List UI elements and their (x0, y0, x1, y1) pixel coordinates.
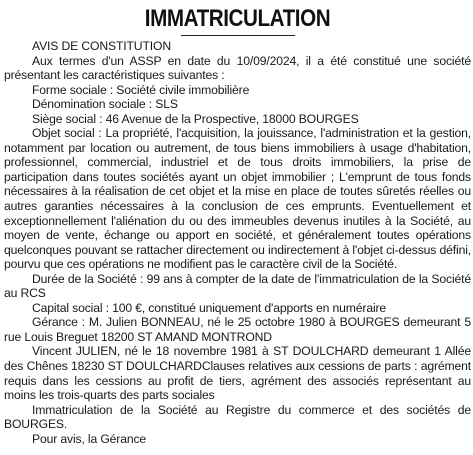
co-manager-and-share-transfer: Vincent JULIEN, né le 18 novembre 1981 à ST DOULCHARD demeurant 1 Allée des Chênes 18230 ST DOULCHARDClauses relatives aux cessions de parts : agrément requis dans les cessions au profit de tiers, agrément des associés représentant au moins les trois-quarts des parts sociales (4, 344, 471, 403)
share-capital: Capital social : 100 €, constitué uniquement d'apports en numéraire (32, 300, 387, 315)
heading-underline (181, 35, 295, 36)
signature: Pour avis, la Gérance (32, 431, 147, 446)
company-name: Dénomination sociale : SLS (32, 97, 178, 112)
registered-office: Siège social : 46 Avenue de la Prospective, 18000 BOURGES (32, 111, 359, 126)
legal-form: Forme sociale : Société civile immobilière (32, 82, 250, 97)
company-duration: Durée de la Société : 99 ans à compter de la date de l'immatriculation de la Société au RCS (4, 271, 471, 301)
management: Gérance : M. Julien BONNEAU, né le 25 octobre 1980 à BOURGES demeurant 5 rue Louis Breguet 18200 ST AMAND MONTROND (4, 315, 471, 344)
corporate-purpose: Objet social : La propriété, l'acquisition, la jouissance, l'administration et la gestion, notamment par location ou autrement, de tous biens immobiliers à usage d'habitation, professionnel, commercial, industriel et de tous droits immobiliers, la prise de participation dans toutes sociétés ayant un objet immobilier ; L'emprunt de tous fonds nécessaires à la réalisation de cet objet et la mise en place de toutes sûretés réelles ou autres garanties nécessaires à la conclusion de ces emprunts. Eventuellement et exceptionnellement l'aliénation du ou des immeubles devenus inutiles à la Société, au moyen de vente, échange ou apport en société, et généralement toutes opérations quelconques pouvant se rattacher directement ou indirectement à l'objet ci-dessus défini, pourvu que ces opérations ne modifient pas le caractère civil de la Société. (4, 126, 471, 272)
notice-heading: IMMATRICULATION (144, 5, 331, 32)
registration: Immatriculation de la Société au Registre du commerce et des sociétés de BOURGES. (4, 402, 471, 432)
notice-type: AVIS DE CONSTITUTION (32, 39, 171, 53)
notice-body (4, 39, 471, 446)
notice-preamble: Aux termes d'un ASSP en date du 10/09/2024, il a été constitué une société présentant les caractéristiques suivantes : (4, 53, 471, 83)
